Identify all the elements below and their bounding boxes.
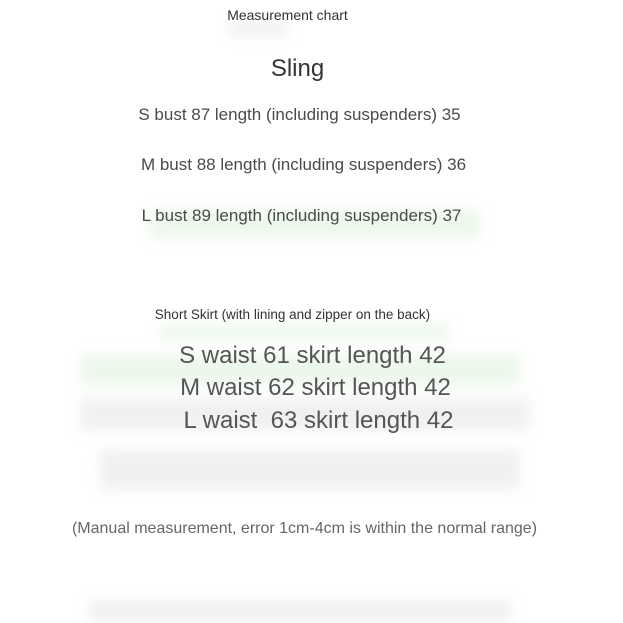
sling-size-row: L bust 89 length (including suspenders) 37 (141, 206, 462, 225)
background-blur (100, 450, 520, 490)
sling-size-row: M bust 88 length (including suspenders) 36 (140, 155, 467, 174)
page-title: Measurement chart (227, 7, 348, 23)
background-blur (228, 22, 288, 36)
sling-size-row: S bust 87 length (including suspenders) 35 (138, 105, 461, 124)
skirt-size-row: S waist 61 skirt length 42 (179, 342, 446, 369)
background-blur (160, 325, 450, 339)
measurement-note: (Manual measurement, error 1cm-4cm is within the normal range) (71, 520, 538, 537)
skirt-size-row: L waist 63 skirt length 42 (183, 407, 454, 434)
skirt-size-row: M waist 62 skirt length 42 (180, 374, 451, 401)
background-blur (90, 600, 510, 622)
sling-heading: Sling (270, 55, 325, 82)
skirt-heading: Short Skirt (with lining and zipper on the back) (154, 307, 431, 322)
